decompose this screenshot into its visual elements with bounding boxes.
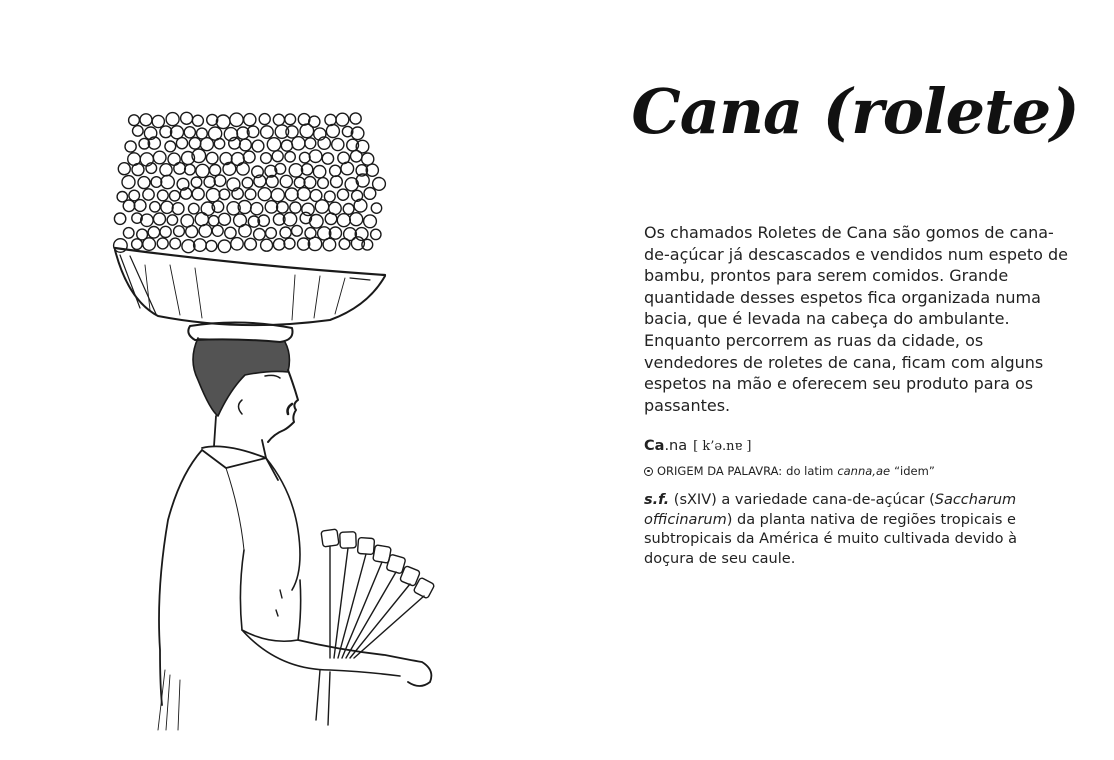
cane-piece [125,141,136,152]
cane-piece [176,138,187,149]
definition-part-1: (sXIV) a variedade cana-de-açúcar ( [673,492,935,508]
cane-piece [331,176,343,188]
cane-piece [143,189,154,200]
cane-skewers [321,529,435,658]
cane-piece [280,175,292,187]
cane-piece [298,114,310,126]
cane-piece [304,177,316,189]
cane-piece [209,216,219,226]
cane-piece [277,202,289,214]
cane-piece [167,215,177,225]
cane-piece [206,188,219,201]
headword [644,436,1074,457]
cane-piece [294,177,305,188]
pronunciation: [ k’ə.nɐ ] [693,439,752,454]
cane-piece [242,177,253,188]
cane-piece [343,204,354,215]
cane-piece [323,238,336,251]
cane-piece [129,190,140,201]
cane-piece [133,126,144,137]
origin-target-icon [644,467,653,476]
cane-piece [148,227,160,239]
cane-piece [199,225,212,238]
cane-piece [171,126,184,139]
cane-piece [315,200,328,213]
definition-part-2: ) da planta nativa de regiões tropicais e subtropicais da América é muito cultivada devido à doçura de seu caule. [644,511,1017,567]
cane-piece [150,202,160,212]
cane-piece [305,138,316,149]
origin-latin: canna,ae [837,464,891,478]
cane-piece [267,138,280,151]
cane-piece [165,141,176,152]
cane-piece [243,151,255,163]
cane-piece [252,140,264,152]
cane-piece [192,188,204,200]
cane-piece [206,152,218,164]
cane-piece [196,164,209,177]
definition [644,491,1044,569]
cane-piece [290,202,301,213]
cane-piece [132,239,143,250]
cane-piece [313,166,325,178]
cane-piece [161,175,174,188]
cane-piece [266,228,277,239]
cane-piece [239,225,251,237]
cane-piece [140,114,152,126]
cane-piece [281,140,292,151]
cane-piece [166,113,179,126]
cane-piece [170,238,181,249]
cane-piece [237,163,249,175]
cane-piece [129,115,140,126]
cane-piece [192,115,203,126]
cane-piece [134,200,146,212]
cane-piece [244,114,256,126]
cane-piece [350,213,363,226]
cane-piece [251,203,263,215]
cane-piece [181,112,193,124]
cane-piece [212,225,223,236]
cane-piece [245,189,256,200]
cane-piece [132,164,144,176]
dictionary-entry [644,436,1074,569]
cane-piece [324,191,335,202]
cane-piece [195,213,208,226]
cane-piece [261,239,273,251]
cane-piece [284,238,295,249]
cane-piece [184,127,195,138]
origin-text: do latim [786,464,834,478]
cane-piece [364,188,376,200]
cane-piece [240,139,252,151]
cane-piece [322,153,333,164]
cane-piece [292,225,303,236]
cane-piece [273,239,284,250]
origin-label: ORIGEM DA PALAVRA: [657,464,783,478]
cane-piece [157,238,168,249]
cane-piece [337,214,350,227]
cane-piece [160,226,171,237]
sugarcane-vendor-sketch-icon [30,70,500,740]
cane-piece [336,113,349,126]
cane-piece [254,229,266,241]
cane-piece [309,150,322,163]
description-paragraph: Os chamados Roletes de Cana são gomos de cana-de-açúcar já descascados e vendidos num espeto de bambu, prontos para serem comidos. Grande quantidade desses espetos fica organizada numa bacia, que é levada na cabeça do ambulante. Enquanto percorrem as ruas da cidade, os vendedores de roletes de cana, ficam com alguns espetos na mão e oferecem seu produto para os passantes. [644,223,1068,415]
cane-piece [141,214,153,226]
cane-piece [289,164,302,177]
skewer-cane-piece [340,532,357,549]
cane-piece [297,188,310,201]
cane-piece [204,176,215,187]
cane-piece [189,138,201,150]
cane-piece [218,240,231,253]
cane-piece [153,151,166,164]
cane-piece [280,227,291,238]
cane-piece [225,227,236,238]
cane-piece [261,126,274,139]
cane-piece [341,162,354,175]
cane-piece [286,126,298,138]
grammar-class: s.f. [644,492,670,508]
cane-piece [138,177,150,189]
cane-piece [285,114,296,125]
cane-piece [273,114,284,125]
cane-piece [371,229,381,239]
cane-piece [185,164,196,175]
cane-piece [123,228,134,239]
cane-piece [362,239,373,250]
cane-piece [271,189,284,202]
cane-piece [265,201,277,213]
cane-piece [214,139,224,149]
cane-piece [354,199,367,212]
headword-stressed-syllable: Ca [644,438,665,454]
word-origin [644,463,1074,479]
cane-piece [231,238,243,250]
cane-piece [157,190,168,201]
cane-piece [325,213,337,225]
cane-piece [122,176,135,189]
cane-piece [272,151,283,162]
cane-pieces-pile [114,112,386,252]
cane-piece [170,191,180,201]
cane-piece [123,200,135,212]
cane-piece [154,213,166,225]
cane-piece [160,164,172,176]
cane-piece [118,163,130,175]
cane-piece [258,188,271,201]
scientific-name: Saccharum officinarum [644,492,1017,528]
cane-piece [318,178,329,189]
cane-piece [219,213,231,225]
cane-piece [300,124,314,138]
cane-piece [332,138,344,150]
cane-piece [152,115,164,127]
cane-piece [362,153,374,165]
cane-piece [186,226,198,238]
cane-piece [172,203,184,215]
cane-piece [174,163,186,175]
cane-piece [259,114,270,125]
cane-piece [371,203,381,213]
page-title: Cana (rolete) [631,75,1079,148]
cane-piece [174,226,185,237]
cane-piece [219,189,230,200]
cane-piece [168,153,180,165]
cane-piece [161,201,173,213]
cane-piece [285,188,298,201]
cane-piece [350,113,361,124]
cane-piece [210,165,221,176]
cane-piece [140,153,153,166]
cane-piece [206,240,217,251]
cane-piece [182,240,195,253]
skewer-stick [346,572,396,658]
cane-piece [373,178,386,191]
origin-meaning: “idem” [894,464,935,478]
cane-piece [302,203,314,215]
cane-piece [339,239,350,250]
cane-piece [300,152,311,163]
cane-piece [189,203,200,214]
cane-piece [200,138,213,151]
cane-piece [151,177,162,188]
skewer-stick [350,584,410,658]
skewer-cane-piece [357,537,374,554]
headword-rest: .na [664,438,688,454]
cane-piece [337,189,348,200]
cane-piece [223,163,236,176]
cane-piece [191,177,202,188]
cane-piece [230,113,243,126]
vendor-illustration [30,70,500,740]
cane-piece [245,238,257,250]
cane-piece [216,115,230,129]
cane-piece [325,114,336,125]
cane-piece [214,175,226,187]
skewer-stick [334,548,348,658]
cane-piece [351,150,363,162]
cane-piece [326,125,339,138]
cane-piece [114,213,125,224]
cane-piece [330,165,341,176]
cane-piece [285,152,295,162]
cane-piece [310,215,324,229]
cane-piece [292,137,305,150]
skewer-cane-piece [321,529,339,547]
cane-piece [261,153,272,164]
cane-piece [364,215,377,228]
cane-piece [143,238,156,251]
